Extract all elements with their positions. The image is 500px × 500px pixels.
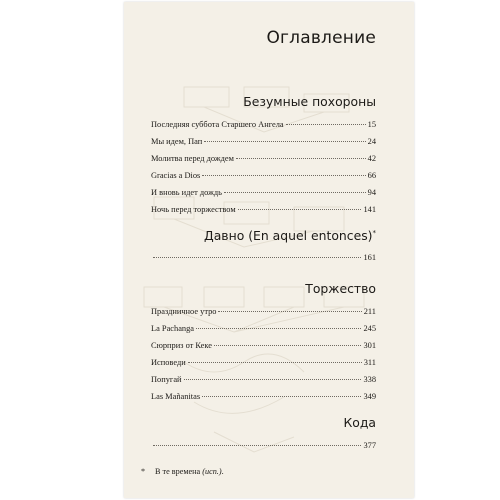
toc-entry-page: 245	[363, 324, 376, 333]
toc-entry[interactable]	[151, 392, 376, 405]
footnote-text: В те времена	[155, 467, 201, 476]
toc-entry-page: 301	[363, 341, 376, 350]
toc-entry-label: Ночь перед торжеством	[151, 205, 236, 214]
book-page	[124, 2, 414, 498]
footnote-marker: *	[372, 228, 376, 237]
toc-title: Оглавление	[266, 28, 376, 48]
toc-entry-page: 141	[363, 205, 376, 214]
toc-entry-label: Мы идем, Пап	[151, 137, 203, 146]
toc-entry[interactable]	[151, 171, 376, 184]
dot-leader	[202, 175, 365, 176]
section-title-3: Торжество	[305, 281, 376, 296]
dot-leader	[236, 158, 366, 159]
toc-entry-page: 94	[367, 188, 376, 197]
toc-entry-label: Las Mañanitas	[151, 392, 201, 401]
dot-leader	[218, 311, 361, 312]
toc-entry-page: 24	[367, 137, 376, 146]
toc-entry-page: 211	[363, 307, 376, 316]
section-title-2	[204, 228, 376, 243]
footnote-abbr: (исп.)	[202, 467, 222, 476]
toc-entry-page: 349	[363, 392, 376, 401]
dot-leader	[204, 141, 365, 142]
toc-entry-label: La Pachanga	[151, 324, 195, 333]
toc-entry[interactable]	[151, 307, 376, 320]
toc-entry-page: 66	[367, 171, 376, 180]
dot-leader	[286, 124, 366, 125]
section-title-text: Давно (En aquel entonces)	[204, 228, 373, 243]
toc-entry-page: 161	[363, 253, 376, 262]
toc-entry[interactable]	[151, 188, 376, 201]
dot-leader	[214, 345, 361, 346]
toc-entry[interactable]	[151, 253, 376, 266]
footnote	[141, 467, 224, 476]
toc-entry[interactable]	[151, 120, 376, 133]
footnote-mark: *	[141, 467, 146, 476]
dot-leader	[153, 445, 361, 446]
dot-leader	[153, 257, 361, 258]
toc-entry-label: Попугай	[151, 375, 182, 384]
toc-entry[interactable]	[151, 154, 376, 167]
toc-entry-label: Молитва перед дождем	[151, 154, 234, 163]
section-title-4: Кода	[343, 415, 376, 430]
dot-leader	[184, 379, 362, 380]
toc-entry-label: Gracias a Dios	[151, 171, 201, 180]
toc-entry-page: 338	[363, 375, 376, 384]
toc-entry-label: Праздничное утро	[151, 307, 217, 316]
dot-leader	[202, 396, 361, 397]
dot-leader	[224, 192, 366, 193]
toc-entry-label: Последняя суббота Старшего Ангела	[151, 120, 284, 129]
dot-leader	[238, 209, 362, 210]
toc-entry[interactable]	[151, 137, 376, 150]
toc-entry[interactable]	[151, 358, 376, 371]
toc-entry-page: 311	[363, 358, 376, 367]
section-title-1: Безумные похороны	[243, 94, 376, 109]
toc-entry[interactable]	[151, 324, 376, 337]
toc-entry[interactable]	[151, 205, 376, 218]
toc-entry-page: 15	[367, 120, 376, 129]
toc-entry-label: Исповеди	[151, 358, 186, 367]
dot-leader	[188, 362, 362, 363]
toc-entry[interactable]	[151, 441, 376, 454]
dot-leader	[196, 328, 361, 329]
footnote-end: .	[221, 467, 224, 476]
toc-entry-label: Сюрприз от Кеке	[151, 341, 212, 350]
toc-entry-label: И вновь идет дождь	[151, 188, 222, 197]
toc-entry-page: 42	[367, 154, 376, 163]
toc-entry[interactable]	[151, 341, 376, 354]
toc-entry-page: 377	[363, 441, 376, 450]
toc-entry[interactable]	[151, 375, 376, 388]
